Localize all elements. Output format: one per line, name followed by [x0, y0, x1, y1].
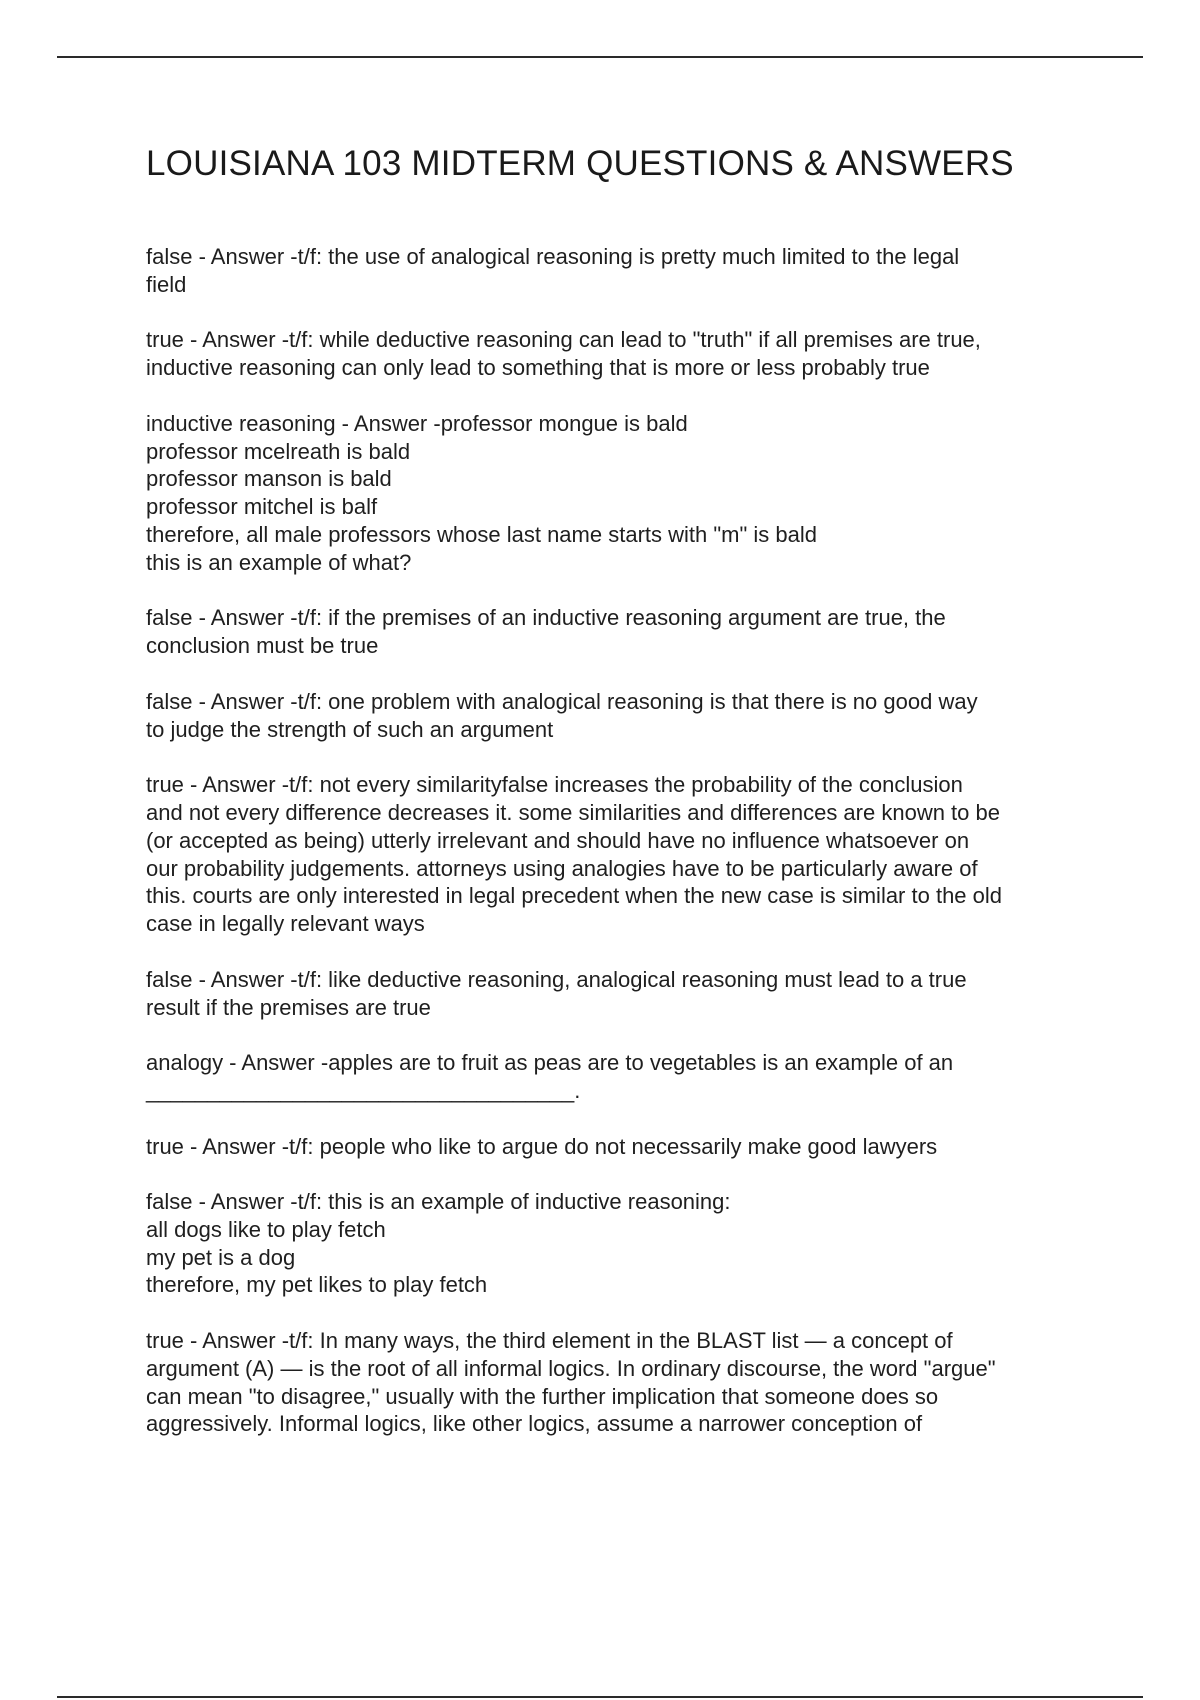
qa-line: true - Answer -t/f: not every similarityfalse increases the probability of the conclusion — [146, 772, 963, 798]
qa-line: conclusion must be true — [146, 633, 379, 659]
qa-line: to judge the strength of such an argument — [146, 716, 554, 742]
qa-line: true - Answer -t/f: In many ways, the third element in the BLAST list — a concept of — [146, 1328, 953, 1354]
qa-item — [146, 966, 1106, 1022]
qa-line: therefore, all male professors whose last name starts with "m" is bald — [146, 521, 817, 547]
qa-item — [146, 604, 1106, 660]
qa-line: this is an example of what? — [146, 549, 412, 575]
qa-line: result if the premises are true — [146, 994, 431, 1020]
qa-line: can mean "to disagree," usually with the further implication that someone does so — [146, 1383, 939, 1409]
qa-item — [146, 243, 1106, 299]
qa-line: (or accepted as being) utterly irrelevant and should have no influence whatsoever on — [146, 827, 970, 853]
qa-line: false - Answer -t/f: like deductive reasoning, analogical reasoning must lead to a true — [146, 966, 967, 992]
qa-item — [146, 1327, 1106, 1438]
qa-line: true - Answer -t/f: people who like to argue do not necessarily make good lawyers — [146, 1133, 938, 1159]
qa-line: all dogs like to play fetch — [146, 1216, 386, 1242]
qa-list — [146, 243, 1106, 1466]
qa-line: inductive reasoning can only lead to something that is more or less probably true — [146, 355, 930, 381]
qa-line: professor mitchel is balf — [146, 494, 378, 520]
qa-item — [146, 1188, 1106, 1299]
qa-line: false - Answer -t/f: one problem with analogical reasoning is that there is no good way — [146, 688, 978, 714]
qa-item — [146, 771, 1106, 938]
qa-line: this. courts are only interested in legal precedent when the new case is similar to the old — [146, 883, 1003, 909]
bottom-rule — [57, 1696, 1143, 1698]
qa-item — [146, 1133, 1106, 1161]
qa-line: my pet is a dog — [146, 1244, 296, 1270]
qa-item — [146, 1049, 1106, 1105]
qa-line: field — [146, 271, 187, 297]
qa-line: ___________________________________. — [146, 1077, 581, 1103]
qa-item — [146, 326, 1106, 382]
qa-item — [146, 688, 1106, 744]
qa-line: professor manson is bald — [146, 466, 392, 492]
qa-line: false - Answer -t/f: if the premises of an inductive reasoning argument are true, the — [146, 605, 946, 631]
qa-line: analogy - Answer -apples are to fruit as peas are to vegetables is an example of an — [146, 1050, 954, 1076]
qa-line: aggressively. Informal logics, like other logics, assume a narrower conception of — [146, 1411, 923, 1437]
top-rule — [57, 56, 1143, 58]
qa-line: inductive reasoning - Answer -professor mongue is bald — [146, 410, 688, 436]
qa-line: argument (A) — is the root of all informal logics. In ordinary discourse, the word "argue" — [146, 1355, 996, 1381]
qa-line: true - Answer -t/f: while deductive reasoning can lead to "truth" if all premises are true, — [146, 327, 981, 353]
qa-line: case in legally relevant ways — [146, 911, 425, 937]
qa-line: therefore, my pet likes to play fetch — [146, 1272, 488, 1298]
qa-line: professor mcelreath is bald — [146, 438, 411, 464]
qa-line: false - Answer -t/f: the use of analogical reasoning is pretty much limited to the legal — [146, 244, 960, 269]
qa-line: our probability judgements. attorneys using analogies have to be particularly aware of — [146, 855, 978, 881]
qa-line: and not every difference decreases it. some similarities and differences are known to be — [146, 799, 1000, 825]
document-title: LOUISIANA 103 MIDTERM QUESTIONS & ANSWERS — [146, 144, 1014, 183]
qa-line: false - Answer -t/f: this is an example of inductive reasoning: — [146, 1189, 731, 1215]
qa-item — [146, 410, 1106, 577]
